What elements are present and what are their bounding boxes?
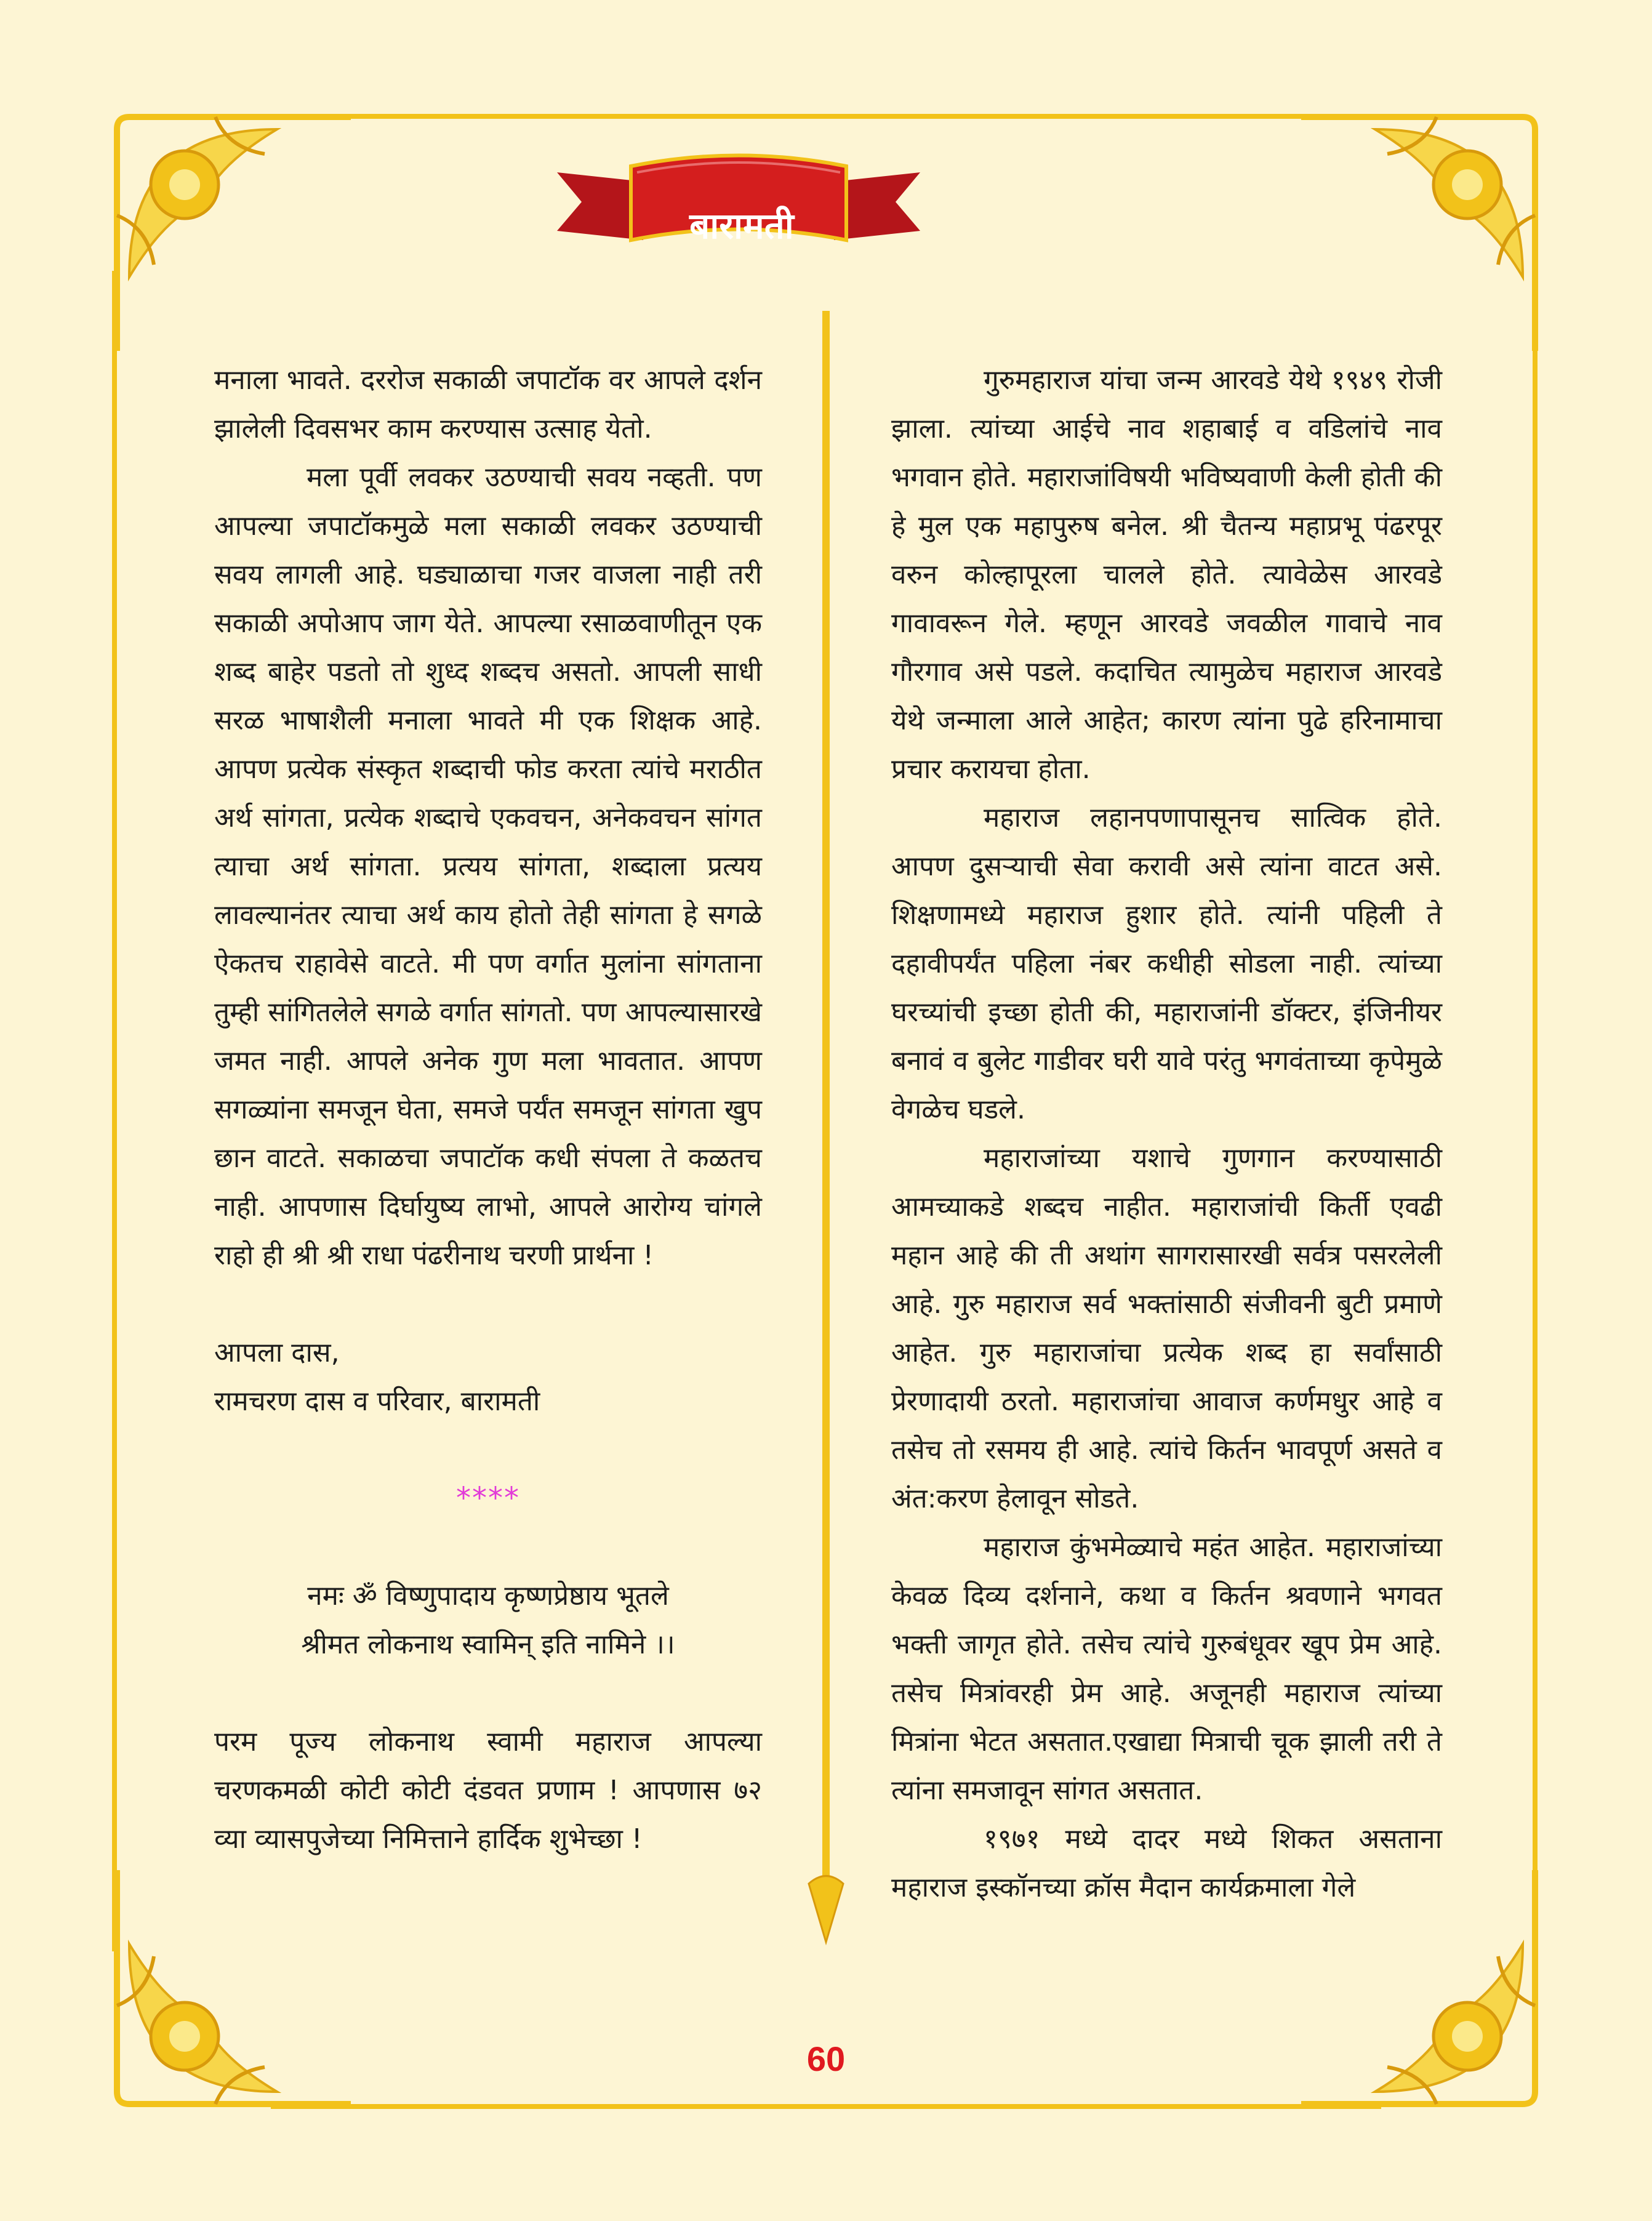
frame-bottom-line [271, 2104, 1381, 2109]
right-column [891, 356, 1442, 1912]
signature-line-1: आपला दास, [214, 1337, 340, 1368]
right-paragraph-3: महाराजांच्या यशाचे गुणगान करण्यासाठी आमच्याकडे शब्दच नाहीत. महाराजांची किर्ती एवढी महान आहे की ती अथांग सागरासारखी सर्वत्र पसरलेली आहे. गुरु महाराज सर्व भक्तांसाठी संजीवनी बुटी प्रमाणे आहेत. गुरु महाराजांचा प्रत्येक शब्द हा सर्वांसाठी प्रेरणादायी ठरतो. महाराजांचा आवाज कर्णमधुर आहे व तसेच तो रसमय ही आहे. त्यांचे किर्तन भावपूर्ण असते व अंत:करण हेलावून सोडते. [891, 1143, 1442, 1514]
frame-top-line [271, 114, 1381, 119]
page-number: 60 [806, 2039, 846, 2078]
corner-ornament-bottom-left [92, 1858, 363, 2129]
corner-ornament-top-left [92, 92, 363, 363]
left-paragraph-2: मला पूर्वी लवकर उठण्याची सवय नव्हती. पण आपल्या जपाटॉकमुळे मला सकाळी लवकर उठण्याची सवय लागली आहे. घड्याळाचा गजर वाजला नाही तरी सकाळी अपोआप जाग येते. आपल्या रसाळवाणीतून एक शब्द बाहेर पडतो तो शुध्द शब्दच असतो. आपली साधी सरळ भाषाशैली मनाला भावते मी एक शिक्षक आहे. आपण प्रत्येक संस्कृत शब्दाची फोड करता त्यांचे मराठीत अर्थ सांगता, प्रत्येक शब्दाचे एकवचन, अनेकवचन सांगत त्याचा अर्थ सांगता. प्रत्यय सांगता, शब्दाला प्रत्यय लावल्यानंतर त्याचा अर्थ काय होतो तेही सांगता हे सगळे ऐकतच राहावेसे वाटते. मी पण वर्गात मुलांना सांगताना तुम्ही सांगितलेले सगळे वर्गात सांगतो. पण आपल्यासारखे जमत नाही. आपले अनेक गुण मला भावतात. आपण सगळ्यांना समजून घेता, समजे पर्यंत समजून सांगता खुप छान वाटते. सकाळचा जपाटॉक कधी संपला ते कळतच नाही. आपणास दिर्घायुष्य लाभो, आपले आरोग्य चांगले राहो ही श्री श्री राधा पंढरीनाथ चरणी प्रार्थना ! [214, 462, 762, 1271]
separator-stars: **** [456, 1481, 520, 1516]
page-title: बारामती [689, 205, 794, 247]
frame-left-line [112, 271, 117, 1951]
left-paragraph-1: मनाला भावते. दररोज सकाळी जपाटॉक वर आपले दर्शन झालेली दिवसभर काम करण्यास उत्साह येतो. [214, 364, 762, 444]
right-paragraph-1: गुरुमहाराज यांचा जन्म आरवडे येथे १९४९ रोजी झाला. त्यांच्या आईचे नाव शहाबाई व वडिलांचे नाव भगवान होते. महाराजांविषयी भविष्यवाणी केली होती की हे मुल एक महापुरुष बनेल. श्री चैतन्य महाप्रभू पंढरपूर वरुन कोल्हापूरला चालले होते. त्यावेळेस आरवडे गावावरून गेले. म्हणून आरवडे जवळील गावाचे नाव गौरगाव असे पडले. कदाचित त्यामुळेच महाराज आरवडे येथे जन्माला आले आहेत; कारण त्यांना पुढे हरिनामाचा प्रचार करायचा होता. [891, 364, 1442, 785]
signature-line-2: रामचरण दास व परिवार, बारामती [214, 1386, 540, 1417]
column-divider [800, 311, 852, 1948]
right-paragraph-5: १९७१ मध्ये दादर मध्ये शिकत असताना महाराज इस्कॉनच्या क्रॉस मैदान कार्यक्रमाला गेले [891, 1823, 1442, 1903]
right-paragraph-2: महाराज लहानपणापासूनच सात्विक होते. आपण दुसऱ्याची सेवा करावी असे त्यांना वाटत असे. शिक्षणामध्ये महाराज हुशार होते. त्यांनी पहिली ते दहावीपर्यंत पहिला नंबर कधीही सोडला नाही. त्यांच्या घरच्यांची इच्छा होती की, महाराजांनी डॉक्टर, इंजिनीयर बनावं व बुलेट गाडीवर घरी यावे परंतु भगवंताच्या कृपेमुळे वेगळेच घडले. [891, 802, 1442, 1125]
verse-line-2: श्रीमत लोकनाथ स्वामिन् इति नामिने ।। [301, 1629, 675, 1660]
frame-right-line [1533, 271, 1538, 1951]
corner-ornament-top-right [1289, 92, 1560, 363]
verse-line-1: नमः ॐ विष्णुपादाय कृष्णप्रेष्ठाय भूतले [307, 1580, 669, 1612]
right-paragraph-4: महाराज कुंभमेळ्याचे महंत आहेत. महाराजांच्या केवळ दिव्य दर्शनाने, कथा व किर्तन श्रवणाने भगवत भक्ती जागृत होते. तसेच त्यांचे गुरुबंधूवर खूप प्रेम आहे. तसेच मित्रांवरही प्रेम आहे. अजूनही महाराज त्यांच्या मित्रांना भेटत असतात.एखाद्या मित्राची चूक झाली तरी ते त्यांना समजावून सांगत असतात. [891, 1532, 1442, 1806]
closing-paragraph: परम पूज्य लोकनाथ स्वामी महाराज आपल्या चरणकमळी कोटी कोटी दंडवत प्रणाम ! आपणास ७२ व्या व्यासपुजेच्या निमित्ताने हार्दिक शुभेच्छा ! [214, 1726, 762, 1855]
left-column [214, 356, 762, 1863]
